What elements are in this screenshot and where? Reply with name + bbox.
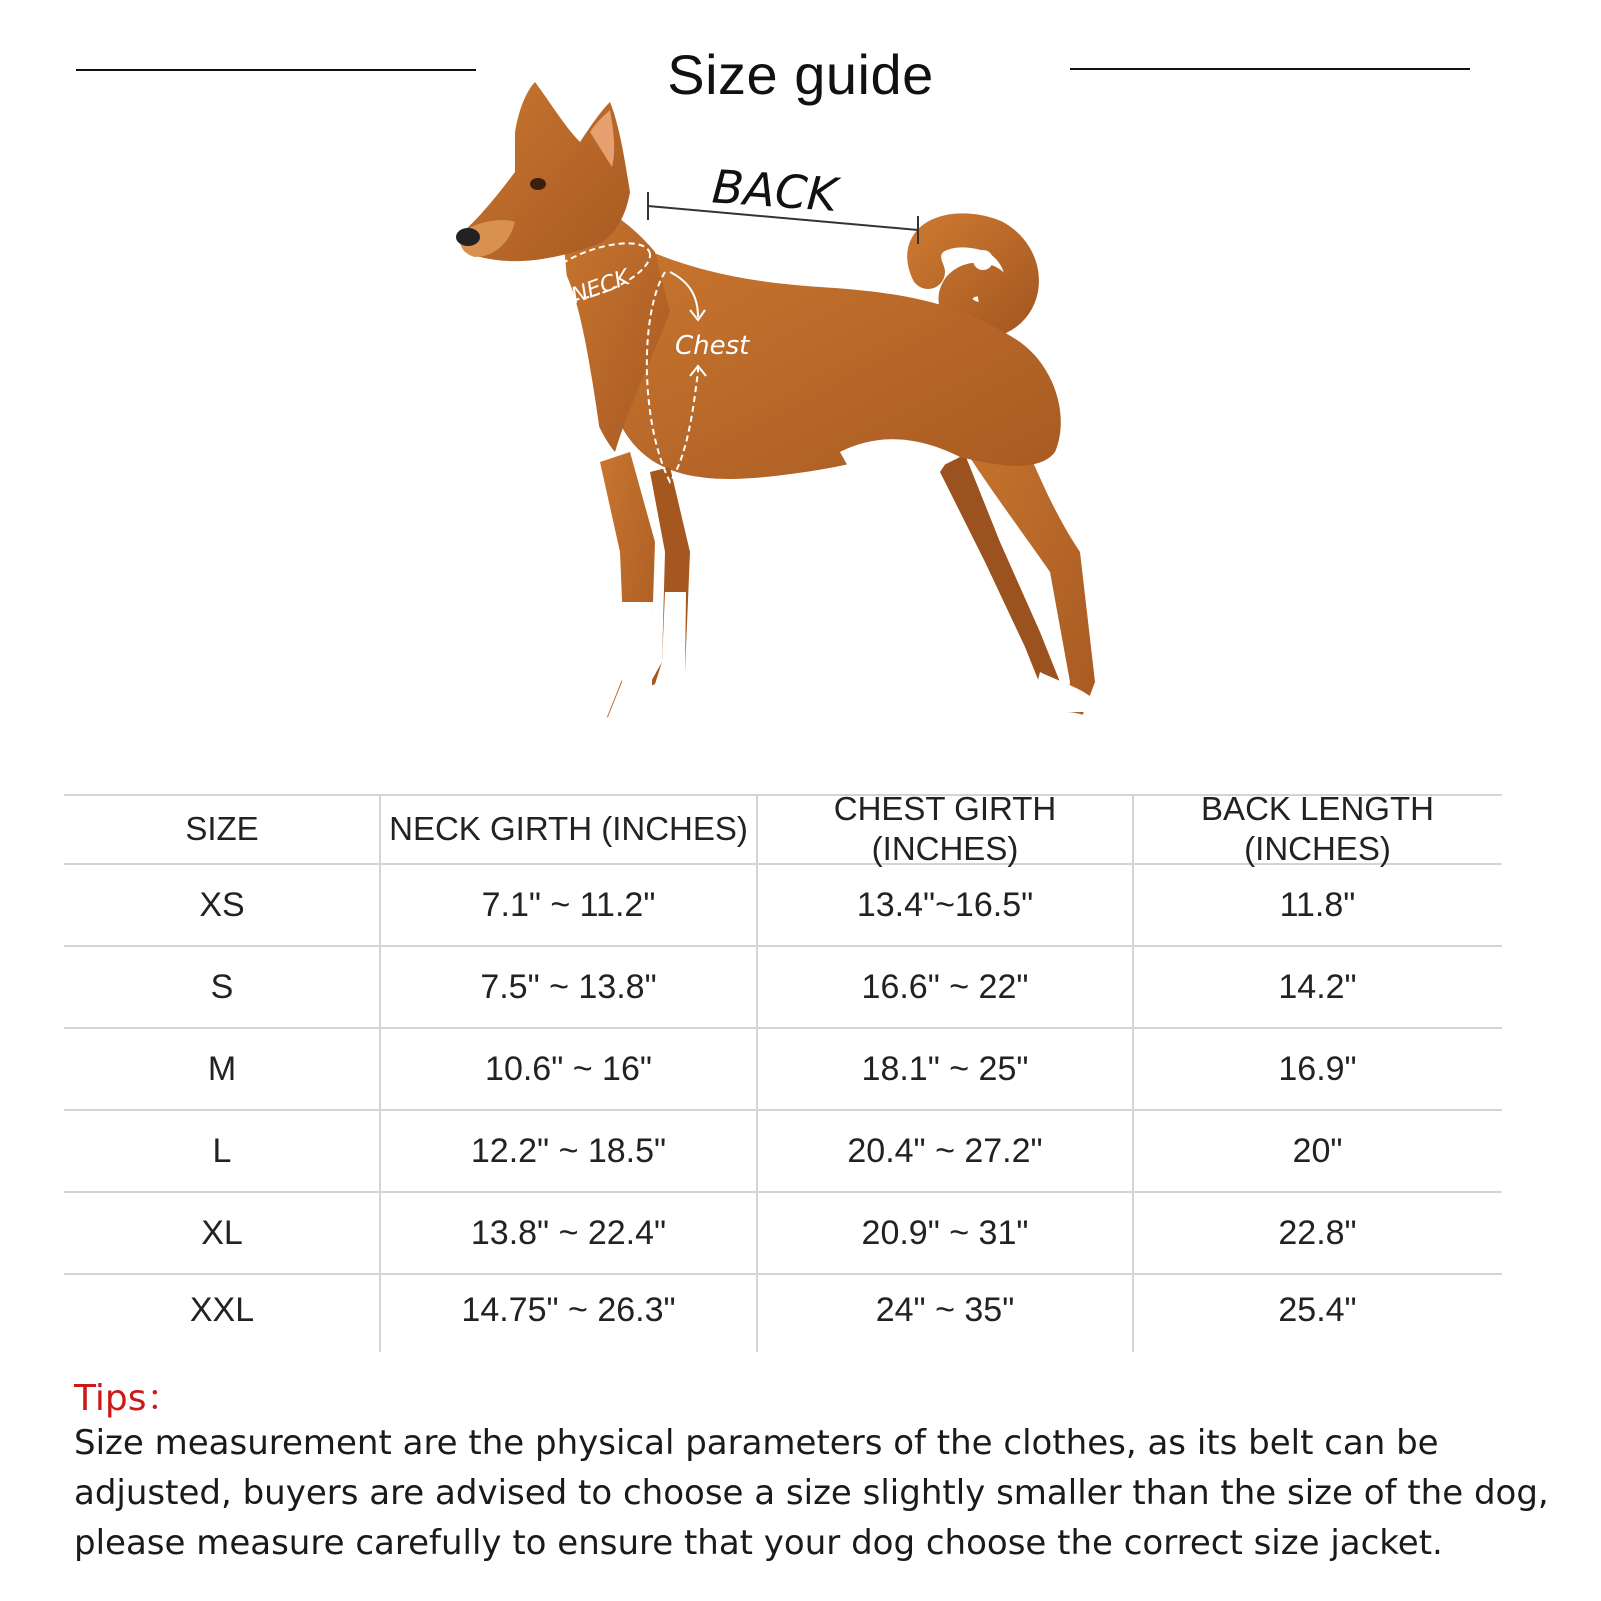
tips-text: Size measurement are the physical parameters of the clothes, as its belt can be adjusted, buyers are advised to choose a size slightly smaller than the size of the dog, please measure carefully to ensure that your dog choose the correct size jacket.	[74, 1423, 1549, 1563]
table-cell: 20"	[1292, 1131, 1343, 1170]
table-cell: 7.1" ~ 11.2"	[481, 885, 656, 924]
table-cell: 20.4" ~ 27.2"	[847, 1131, 1043, 1170]
dog-eye	[530, 178, 546, 190]
table-header-cell: CHEST GIRTH (INCHES)	[833, 790, 1057, 867]
dog-front-sock	[568, 602, 653, 750]
table-cell: 25.4"	[1278, 1290, 1357, 1329]
table-cell: 10.6" ~ 16"	[485, 1049, 652, 1088]
table-size-cell: XL	[201, 1213, 243, 1252]
table-size-cell: M	[207, 1049, 237, 1088]
table-cell: 11.8"	[1279, 885, 1356, 924]
dog-measurement-diagram	[440, 72, 1160, 792]
size-table	[64, 790, 1548, 1392]
table-size-cell: L	[212, 1131, 232, 1170]
table-cell: 20.9" ~ 31"	[861, 1213, 1029, 1252]
table-header-cell: SIZE	[185, 810, 259, 848]
table-cell: 14.75" ~ 26.3"	[461, 1290, 676, 1329]
table-header-cell: NECK GIRTH (INCHES)	[389, 810, 748, 848]
table-cell: 14.2"	[1278, 967, 1357, 1006]
table-cell: 24" ~ 35"	[875, 1290, 1015, 1329]
page-title: Size guide	[667, 43, 934, 106]
dog-tail-tip	[973, 250, 993, 270]
tips-label: Tips：	[74, 1378, 183, 1419]
table-cell: 16.9"	[1278, 1049, 1357, 1088]
chest-label: Chest	[675, 331, 750, 361]
dog-hind-paw	[1060, 712, 1130, 754]
table-cell: 13.8" ~ 22.4"	[470, 1213, 667, 1252]
table-cell: 13.4"~16.5"	[856, 885, 1034, 924]
dog-nose	[456, 228, 480, 246]
neck-label: NECK	[567, 265, 634, 310]
table-size-cell: XXL	[189, 1290, 255, 1329]
table-size-cell: S	[210, 967, 234, 1006]
table-cell: 18.1" ~ 25"	[861, 1049, 1029, 1088]
table-cell: 16.6" ~ 22"	[861, 967, 1029, 1006]
table-cell: 12.2" ~ 18.5"	[470, 1131, 667, 1170]
table-header-cell: BACK LENGTH (INCHES)	[1201, 790, 1434, 867]
table-cell: 22.8"	[1278, 1213, 1357, 1252]
back-label: BACK	[710, 159, 840, 222]
table-cell: 7.5" ~ 13.8"	[480, 967, 657, 1006]
table-size-cell: XS	[199, 885, 245, 924]
